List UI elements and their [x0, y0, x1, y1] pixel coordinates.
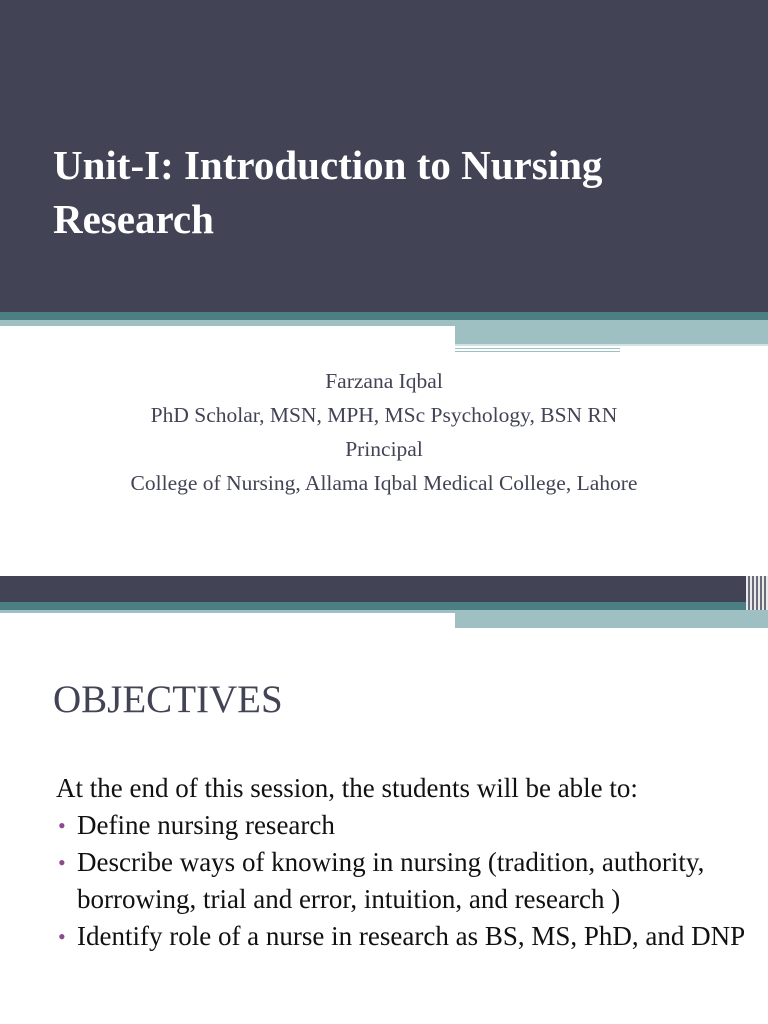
bullet-icon: • [58, 850, 66, 875]
accent-band-dark [0, 312, 768, 320]
content-slide-header [0, 576, 768, 602]
bullet-icon: • [58, 813, 66, 838]
author-name: Farzana Iqbal [325, 369, 443, 393]
author-position: Principal [345, 437, 423, 461]
bullet-icon: • [58, 924, 66, 949]
objectives-title: OBJECTIVES [53, 678, 283, 721]
slide-title: Unit-I: Introduction to Nursing Research [53, 142, 603, 242]
accent-line-3 [455, 351, 620, 352]
accent-line-2 [455, 348, 620, 349]
objectives-intro: At the end of this session, the students will be able to: [56, 773, 638, 803]
accent-band-right [455, 326, 768, 344]
list-item: • Identify role of a nurse in research as BS, MS, PhD, and DNP [56, 918, 746, 955]
author-credentials: PhD Scholar, MSN, MPH, MSc Psychology, BSN RN [150, 403, 618, 427]
accent-line-1 [455, 344, 768, 346]
decorative-stripes [746, 576, 768, 610]
content-band-right [455, 610, 768, 628]
objectives-body [56, 770, 746, 955]
list-item: • Describe ways of knowing in nursing (tradition, authority, borrowing, trial and error, intuition, and research ) [56, 844, 746, 918]
author-block [0, 364, 768, 500]
content-band-light [0, 610, 455, 613]
list-item: • Define nursing research [56, 807, 746, 844]
author-institution: College of Nursing, Allama Iqbal Medical College, Lahore [130, 471, 638, 495]
content-band-dark [0, 602, 768, 610]
